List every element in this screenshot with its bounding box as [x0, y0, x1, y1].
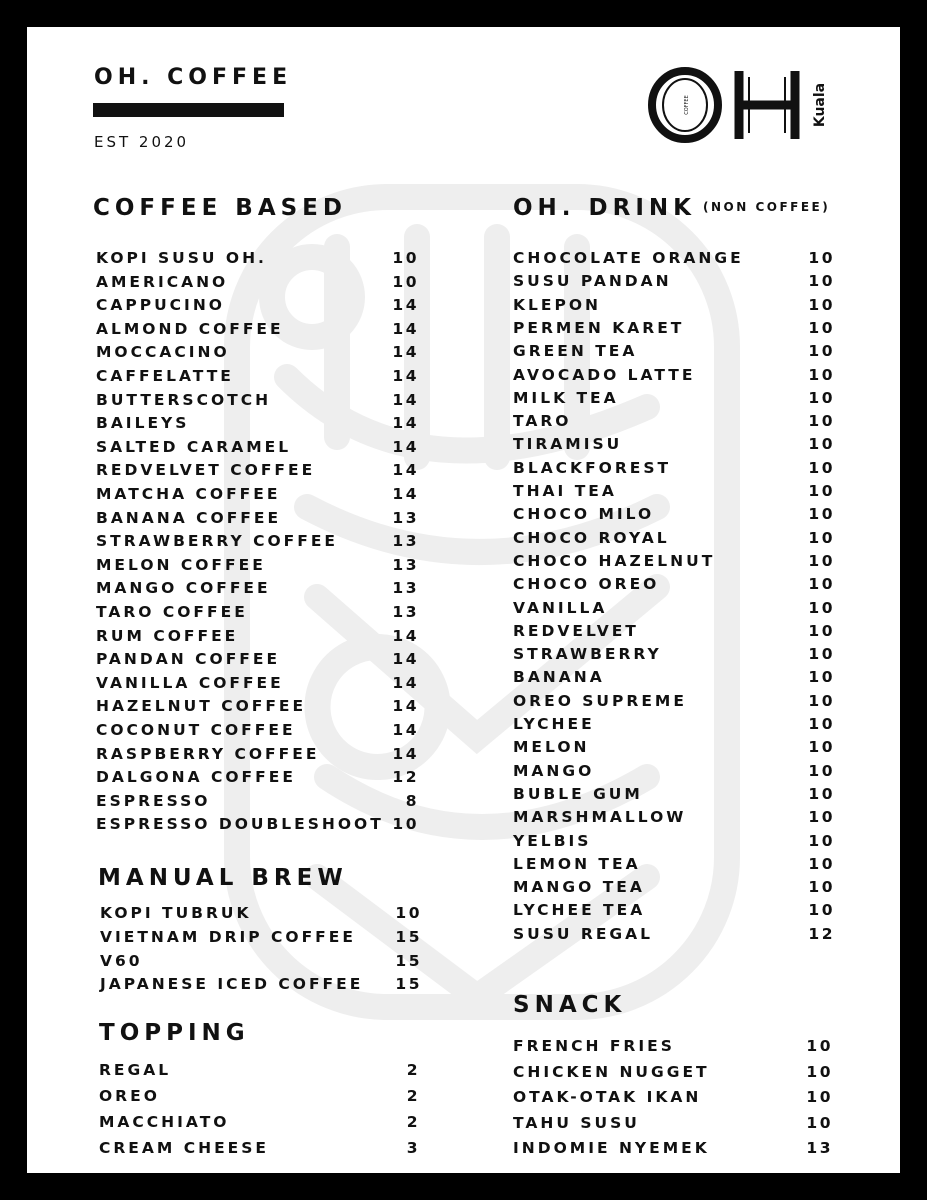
- menu-item-name: CHOCO OREO: [513, 575, 660, 594]
- menu-item-price: 14: [392, 744, 419, 763]
- menu-item-price: 14: [392, 461, 419, 480]
- menu-item-name: STRAWBERRY: [513, 645, 662, 664]
- menu-item-name: MILK TEA: [513, 388, 619, 407]
- menu-item-name: CHOCO ROYAL: [513, 528, 670, 547]
- menu-item-price: 14: [392, 390, 419, 409]
- menu-item-name: SUSU REGAL: [513, 924, 654, 943]
- menu-item-name: GREEN TEA: [513, 342, 638, 361]
- menu-item-price: 10: [808, 854, 835, 873]
- menu-item-name: CHOCOLATE ORANGE: [513, 249, 744, 267]
- menu-item-name: DALGONA COFFEE: [96, 768, 296, 787]
- menu-item-price: 13: [392, 603, 419, 621]
- menu-item-price: 10: [808, 738, 835, 757]
- menu-item-name: THAI TEA: [513, 482, 617, 500]
- menu-item-price: 12: [808, 924, 835, 943]
- svg-text:COFFEE: COFFEE: [684, 95, 690, 115]
- menu-item-price: 10: [808, 551, 835, 570]
- menu-item-name: JAPANESE ICED COFFEE: [100, 975, 364, 994]
- menu-item-price: 13: [392, 532, 419, 551]
- menu-item-name: CAPPUCINO: [96, 296, 225, 315]
- menu-item-price: 10: [808, 645, 835, 664]
- menu-item-price: 10: [808, 295, 835, 314]
- menu-item-price: 14: [392, 697, 419, 716]
- menu-item-name: KLEPON: [513, 295, 601, 314]
- menu-item-price: 10: [808, 621, 835, 640]
- menu-item-name: CHOCO MILO: [513, 505, 655, 524]
- menu-item-name: LYCHEE: [513, 715, 595, 733]
- menu-item-price: 3: [406, 1139, 420, 1157]
- menu-item-name: VANILLA COFFEE: [96, 673, 284, 692]
- menu-item-price: 10: [808, 901, 835, 920]
- menu-item-price: 10: [808, 528, 835, 547]
- menu-item-price: 2: [406, 1087, 420, 1105]
- menu-item-name: PERMEN KARET: [513, 318, 685, 337]
- menu-item-name: KOPI SUSU OH.: [96, 249, 267, 267]
- menu-item-price: 14: [392, 414, 419, 433]
- section-title-snack: SNACK: [513, 992, 627, 1018]
- menu-item-name: PANDAN COFFEE: [96, 650, 281, 669]
- menu-item-name: OREO SUPREME: [513, 691, 687, 710]
- menu-item-name: CAFFELATTE: [96, 367, 234, 385]
- menu-item-price: 15: [395, 975, 422, 994]
- menu-item-name: CHOCO HAZELNUT: [513, 551, 716, 570]
- menu-item-name: RASPBERRY COFFEE: [96, 744, 320, 763]
- menu-item-price: 10: [808, 878, 835, 897]
- menu-item-name: RUM COFFEE: [96, 626, 239, 645]
- menu-item-price: 2: [406, 1113, 420, 1131]
- menu-item-price: 10: [808, 412, 835, 431]
- svg-text:Kuala: Kuala: [812, 82, 828, 128]
- menu-item-name: MARSHMALLOW: [513, 808, 687, 827]
- menu-item-price: 10: [808, 784, 835, 803]
- menu-item-price: 10: [806, 1088, 833, 1106]
- menu-item-price: 15: [395, 951, 422, 970]
- menu-item-price: 14: [392, 319, 419, 338]
- menu-item-name: MANGO COFFEE: [96, 579, 271, 598]
- menu-item-name: BLACKFOREST: [513, 458, 672, 477]
- menu-item-name: MANGO: [513, 761, 595, 780]
- section-subtitle-non-coffee: (NON COFFEE): [703, 200, 831, 214]
- section-title-coffee-based: COFFEE BASED: [93, 195, 347, 221]
- brand-name: OH. COFFEE: [94, 65, 293, 90]
- brand-underline: [93, 103, 284, 117]
- menu-item-price: 14: [392, 367, 419, 385]
- menu-item-price: 14: [392, 673, 419, 692]
- menu-item-price: 13: [392, 508, 419, 527]
- established-year: EST 2020: [94, 133, 190, 151]
- menu-item-name: YELBIS: [513, 831, 592, 850]
- menu-item-name: BUBLE GUM: [513, 784, 643, 803]
- menu-item-price: 10: [808, 575, 835, 594]
- menu-item-name: MATCHA COFFEE: [96, 485, 281, 503]
- menu-item-name: BANANA: [513, 668, 605, 687]
- menu-item-name: VANILLA: [513, 598, 608, 617]
- menu-item-price: 10: [392, 272, 419, 291]
- menu-item-price: 10: [808, 458, 835, 477]
- section-title-manual-brew: MANUAL BREW: [98, 865, 348, 891]
- section-title-oh-drink: OH. DRINK: [513, 195, 696, 221]
- menu-item-name: CHICKEN NUGGET: [513, 1062, 710, 1081]
- menu-page: [27, 27, 900, 1173]
- menu-item-name: FRENCH FRIES: [513, 1037, 675, 1055]
- menu-item-name: BANANA COFFEE: [96, 508, 282, 527]
- menu-item-name: MOCCACINO: [96, 343, 230, 362]
- menu-item-price: 10: [808, 318, 835, 337]
- menu-item-price: 10: [808, 342, 835, 361]
- menu-item-name: OREO: [99, 1087, 160, 1105]
- menu-item-price: 10: [808, 761, 835, 780]
- menu-item-name: STRAWBERRY COFFEE: [96, 532, 339, 551]
- menu-item-name: BAILEYS: [96, 414, 190, 433]
- menu-item-price: 10: [806, 1037, 833, 1055]
- menu-item-price: 10: [808, 435, 835, 454]
- menu-item-name: CREAM CHEESE: [99, 1139, 269, 1157]
- menu-item-name: COCONUT COFFEE: [96, 721, 296, 739]
- menu-item-price: 14: [392, 721, 419, 739]
- menu-item-name: OTAK-OTAK IKAN: [513, 1088, 702, 1106]
- menu-item-price: 13: [392, 555, 419, 574]
- menu-item-price: 10: [806, 1062, 833, 1081]
- menu-item-price: 10: [808, 715, 835, 733]
- menu-item-name: TARO COFFEE: [96, 603, 248, 621]
- menu-item-price: 14: [392, 485, 419, 503]
- menu-item-price: 14: [392, 650, 419, 669]
- menu-item-name: SUSU PANDAN: [513, 272, 672, 291]
- menu-item-name: KOPI TUBRUK: [100, 904, 252, 922]
- menu-item-price: 8: [405, 791, 419, 810]
- menu-item-price: 10: [808, 505, 835, 524]
- menu-item-name: REDVELVET: [513, 621, 639, 640]
- menu-item-name: MELON COFFEE: [96, 555, 266, 574]
- menu-item-price: 10: [392, 249, 419, 267]
- menu-item-price: 15: [395, 927, 422, 946]
- menu-item-price: 10: [808, 668, 835, 687]
- menu-item-price: 13: [392, 579, 419, 598]
- watermark-graphic: [217, 177, 747, 1027]
- menu-item-name: AVOCADO LATTE: [513, 365, 696, 384]
- menu-item-price: 10: [808, 272, 835, 291]
- menu-item-name: TARO: [513, 412, 572, 431]
- menu-item-price: 10: [808, 388, 835, 407]
- menu-item-price: 14: [392, 343, 419, 362]
- menu-item-name: MANGO TEA: [513, 878, 645, 897]
- menu-item-name: VIETNAM DRIP COFFEE: [100, 927, 356, 946]
- menu-item-name: REDVELVET COFFEE: [96, 461, 316, 480]
- menu-item-price: 14: [392, 296, 419, 315]
- menu-item-name: ESPRESSO DOUBLESHOOT: [96, 815, 384, 834]
- menu-item-name: MELON: [513, 738, 590, 757]
- menu-item-price: 10: [808, 482, 835, 500]
- menu-item-name: LYCHEE TEA: [513, 901, 646, 920]
- menu-item-price: 10: [808, 598, 835, 617]
- menu-item-name: MACCHIATO: [99, 1113, 230, 1131]
- menu-item-price: 14: [392, 437, 419, 456]
- brand-logo: [647, 67, 837, 143]
- menu-item-price: 10: [806, 1113, 833, 1132]
- menu-item-price: 10: [808, 808, 835, 827]
- menu-item-name: ESPRESSO: [96, 791, 211, 810]
- menu-item-price: 13: [806, 1139, 833, 1157]
- menu-item-name: TIRAMISU: [513, 435, 623, 454]
- section-title-topping: TOPPING: [99, 1020, 250, 1046]
- menu-item-price: 10: [808, 249, 835, 267]
- menu-item-name: BUTTERSCOTCH: [96, 390, 272, 409]
- menu-item-name: AMERICANO: [96, 272, 229, 291]
- menu-item-name: HAZELNUT COFFEE: [96, 697, 307, 716]
- menu-item-price: 10: [395, 904, 422, 922]
- menu-item-name: REGAL: [99, 1061, 172, 1079]
- menu-item-name: V60: [100, 951, 143, 970]
- menu-item-price: 2: [406, 1061, 420, 1079]
- menu-item-name: INDOMIE NYEMEK: [513, 1139, 710, 1157]
- menu-item-price: 10: [392, 815, 419, 834]
- menu-item-price: 14: [392, 626, 419, 645]
- menu-item-price: 10: [808, 831, 835, 850]
- menu-item-price: 12: [392, 768, 419, 787]
- menu-item-name: LEMON TEA: [513, 854, 641, 873]
- menu-item-price: 10: [808, 365, 835, 384]
- menu-item-price: 10: [808, 691, 835, 710]
- menu-item-name: SALTED CARAMEL: [96, 437, 292, 456]
- menu-item-name: ALMOND COFFEE: [96, 319, 284, 338]
- menu-item-name: TAHU SUSU: [513, 1113, 640, 1132]
